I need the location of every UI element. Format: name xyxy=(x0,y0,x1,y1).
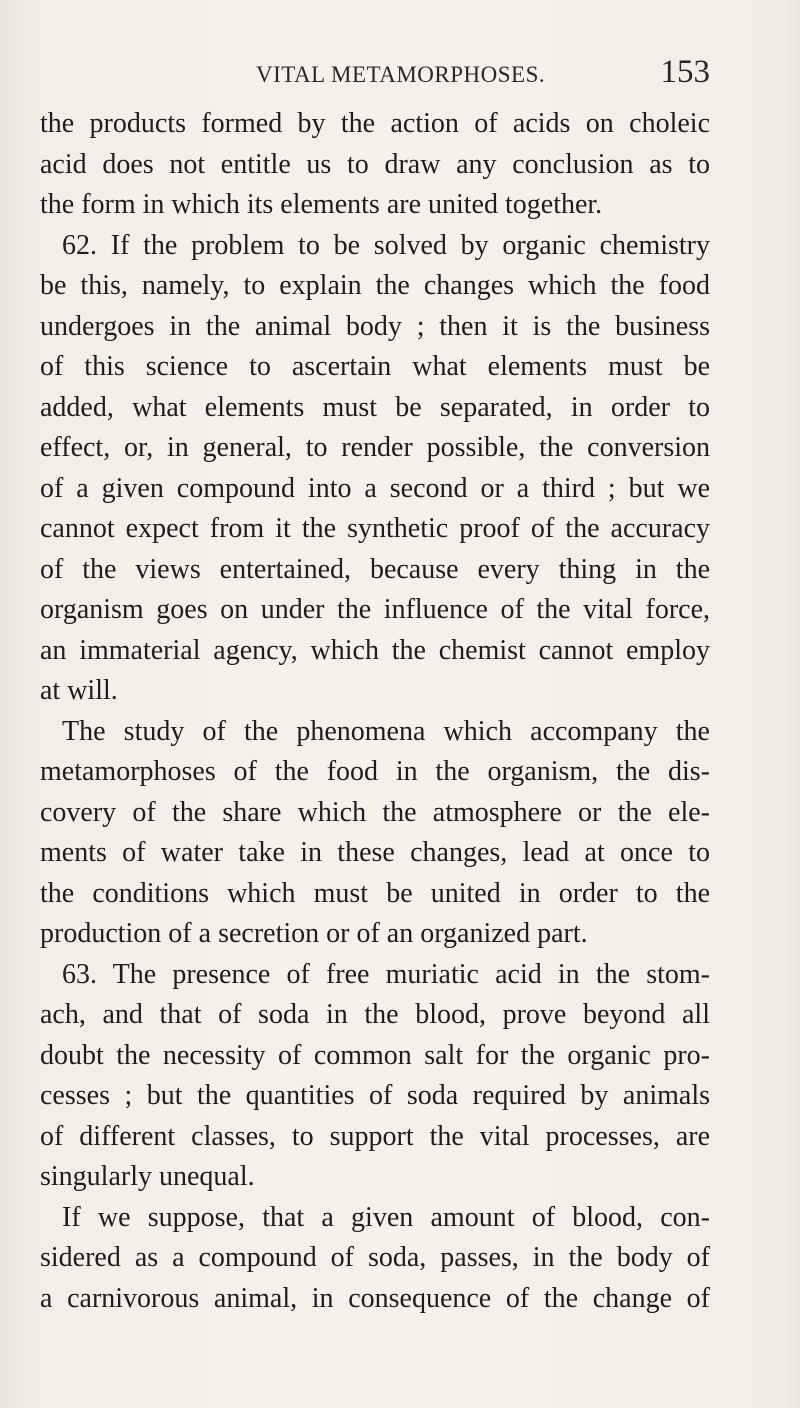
text-line: sidered as a compound of soda, passes, in the body of xyxy=(40,1242,710,1273)
paragraph-start-line: The study of the phenomena which accompany the xyxy=(62,715,710,747)
paragraph-start-line: 62. If the problem to be solved by organic chemistry xyxy=(62,229,710,261)
running-head xyxy=(40,50,710,94)
text-line: cannot expect from it the synthetic proof of the accuracy xyxy=(40,513,710,544)
running-title: VITAL METAMORPHOSES. xyxy=(256,62,546,87)
text-line: cesses ; but the quantities of soda required by animals xyxy=(40,1080,710,1111)
text-line: at will. xyxy=(40,675,118,706)
text-line: of this science to ascertain what elements must be xyxy=(40,351,710,382)
text-line: be this, namely, to explain the changes which the food xyxy=(40,270,710,301)
text-line: a carnivorous animal, in consequence of the change of xyxy=(40,1282,710,1314)
text-line: the form in which its elements are united together. xyxy=(40,189,603,220)
text-line: organism goes on under the influence of the vital force, xyxy=(40,594,710,625)
text-line: doubt the necessity of common salt for the organic pro- xyxy=(40,1039,710,1071)
text-line: effect, or, in general, to render possible, the conversion xyxy=(40,432,710,463)
text-line: acid does not entitle us to draw any conclusion as to xyxy=(40,148,710,180)
paragraph-start-line: If we suppose, that a given amount of blood, con- xyxy=(62,1201,710,1233)
text-line: the products formed by the action of acids on choleic xyxy=(40,108,710,139)
text-line: of different classes, to support the vital processes, are xyxy=(40,1120,710,1152)
body-text xyxy=(40,104,710,1319)
text-line: of the views entertained, because every thing in the xyxy=(40,553,710,585)
text-line: an immaterial agency, which the chemist cannot employ xyxy=(40,634,710,666)
text-line: the conditions which must be united in order to the xyxy=(40,877,710,909)
text-line: covery of the share which the atmosphere or the ele- xyxy=(40,796,710,828)
text-line: metamorphoses of the food in the organism, the dis- xyxy=(40,756,710,787)
paragraph-start-line: 63. The presence of free muriatic acid in the stom- xyxy=(62,958,710,990)
text-line: of a given compound into a second or a third ; but we xyxy=(40,472,710,504)
text-line: ach, and that of soda in the blood, prove beyond all xyxy=(40,999,710,1030)
text-line: singularly unequal. xyxy=(40,1161,255,1192)
page-number: 153 xyxy=(660,54,710,90)
text-line: production of a secretion or of an organized part. xyxy=(40,918,588,949)
text-line: undergoes in the animal body ; then it is the business xyxy=(40,310,710,342)
text-line: added, what elements must be separated, in order to xyxy=(40,391,710,423)
text-line: ments of water take in these changes, lead at once to xyxy=(40,837,710,868)
